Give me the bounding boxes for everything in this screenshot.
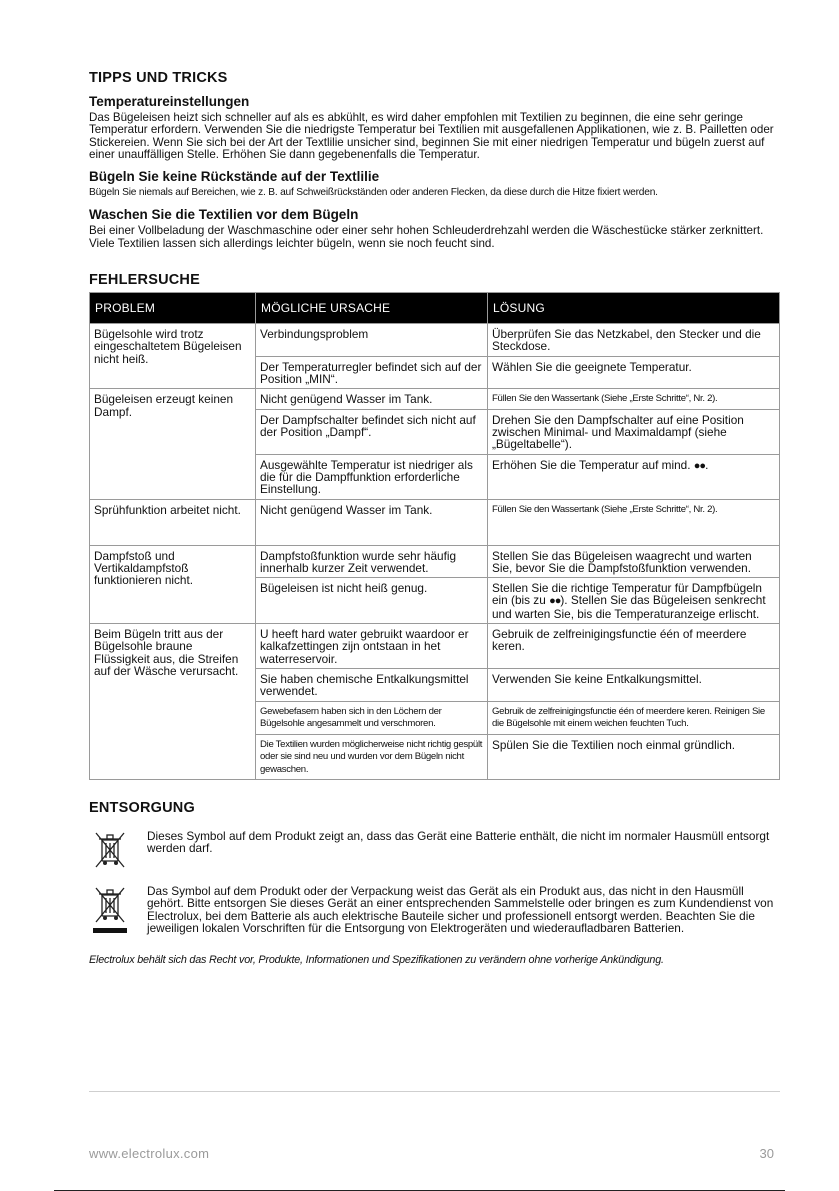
solution-text: Stellen Sie die richtige Temperatur für Dampfbügeln ein (bis zu <box>492 581 762 608</box>
disposal-item-product <box>89 885 779 940</box>
divider <box>89 1091 780 1092</box>
solution-cell: Füllen Sie den Wassertank (Siehe „Erste Schritte“, Nr. 2). <box>488 499 780 545</box>
solution-cell <box>488 578 780 624</box>
tip-title-temperature: Temperatureinstellungen <box>89 94 250 109</box>
column-header-cause: MÖGLICHE URSACHE <box>256 293 488 324</box>
cause-cell: Sie haben chemische Entkalkungsmittel verwendet. <box>256 668 488 701</box>
cause-cell: Nicht genügend Wasser im Tank. <box>256 499 488 545</box>
solution-cell: Gebruik de zelfreinigingsfunctie één of meerdere keren. Reinigen Sie die Bügelsohle mit einem weichen feuchten Tuch. <box>488 701 780 734</box>
tip-text-temperature: Das Bügeleisen heizt sich schneller auf als es abkühlt, es wird daher empfohlen mit Textilien zu beginnen, die eine sehr geringe Temperatur erfordern. Verwenden Sie die niedrigste Temperatur bei Textilien mit ausgefallenen Applikationen, wie z. B. Pailletten oder Stickereien. Wenn Sie sich bei der Art der Textlilie unsicher sind, beginnen Sie mit einer niedrigen Temperatur und bügeln zuerst auf einer unauffälligen Stelle. Erhöhen Sie dann gegebenenfalls die Temperatur. <box>89 111 774 161</box>
table-row <box>90 389 780 410</box>
crossed-out-bin-bar-icon <box>93 885 133 940</box>
disposal-heading: ENTSORGUNG <box>89 800 195 817</box>
troubleshooting-table <box>89 292 780 780</box>
crossed-out-bin-icon <box>93 830 133 875</box>
cause-cell: Ausgewählte Temperatur ist niedriger als die für die Dampffunktion erforderliche Einstellung. <box>256 454 488 499</box>
problem-cell: Dampfstoß und Vertikaldampfstoß funktionieren nicht. <box>90 545 256 623</box>
tip-text-residue: Bügeln Sie niemals auf Bereichen, wie z. B. auf Schweißrückständen oder anderen Flecken, da diese durch die Hitze fixiert werden. <box>89 187 658 199</box>
table-header-row <box>90 293 780 324</box>
problem-cell: Bügeleisen erzeugt keinen Dampf. <box>90 389 256 499</box>
disposal-text-product: Das Symbol auf dem Produkt oder der Verpackung weist das Gerät als ein Produkt aus, das nicht in den Hausmüll gehört. Bitte entsorgen Sie dieses Gerät an einer entsprechenden Sammelstelle oder bringen es zum Kundendienst von Electrolux, bei dem Batterie als auch elektrische Bauteile sicher und professionell entsorgt werden. Beachten Sie die jeweiligen lokalen Vorschriften für die Entsorgung von Elektrogeräten und wiederaufladbaren Batterien. <box>147 884 774 935</box>
problem-cell: Beim Bügeln tritt aus der Bügelsohle braune Flüssigkeit aus, die Streifen auf der Wäsche verursacht. <box>90 624 256 780</box>
tip-text-wash: Bei einer Vollbeladung der Waschmaschine oder einer sehr hohen Schleuderdrehzahl werden die Wäschestücke stärker zerknittert. Viele Textilien lassen sich allerdings leichter bügeln, wenn sie noch feucht sind. <box>89 224 764 250</box>
table-row <box>90 324 780 357</box>
page-content <box>89 70 779 966</box>
cause-cell: Bügeleisen ist nicht heiß genug. <box>256 578 488 624</box>
tips-heading: TIPPS UND TRICKS <box>89 70 228 86</box>
disclaimer-note: Electrolux behält sich das Recht vor, Produkte, Informationen und Spezifikationen zu verändern ohne vorherige Ankündigung. <box>89 954 664 967</box>
cause-cell: Nicht genügend Wasser im Tank. <box>256 389 488 410</box>
cause-cell: Gewebefasern haben sich in den Löchern der Bügelsohle angesammelt und verschmoren. <box>256 701 488 734</box>
disposal-item-battery <box>89 830 779 875</box>
solution-cell: Überprüfen Sie das Netzkabel, den Stecker und die Steckdose. <box>488 324 780 357</box>
solution-cell: Wählen Sie die geeignete Temperatur. <box>488 356 780 389</box>
cause-cell: U heeft hard water gebruikt waardoor er kalkafzettingen zijn ontstaan in het waterreservoir. <box>256 624 488 669</box>
table-row <box>90 624 780 669</box>
solution-cell: Drehen Sie den Dampfschalter auf eine Position zwischen Minimal- und Maximaldampf (siehe „Bügeltabelle“). <box>488 409 780 454</box>
solution-suffix: . <box>705 457 709 472</box>
solution-cell: Stellen Sie das Bügeleisen waagrecht und warten Sie, bevor Sie die Dampfstoßfunktion verwenden. <box>488 545 780 578</box>
solution-cell: Verwenden Sie keine Entkalkungsmittel. <box>488 668 780 701</box>
solution-cell <box>488 454 780 499</box>
page-footer <box>89 1146 774 1161</box>
footer-url[interactable]: www.electrolux.com <box>89 1146 210 1161</box>
cause-cell: Die Textilien wurden möglicherweise nicht richtig gespült oder sie sind neu und wurden vor dem Bügeln nicht gewaschen. <box>256 734 488 780</box>
solution-suffix: ). Stellen Sie das Bügeleisen senkrecht und warten Sie, bis die Temperaturanzeige erlischt. <box>492 593 766 621</box>
table-row <box>90 545 780 578</box>
column-header-problem: PROBLEM <box>90 293 256 324</box>
problem-cell: Sprühfunktion arbeitet nicht. <box>90 499 256 545</box>
temperature-dots-icon: ●● <box>549 595 561 608</box>
tip-title-residue: Bügeln Sie keine Rückstände auf der Textlilie <box>89 169 380 185</box>
problem-cell: Bügelsohle wird trotz eingeschaltetem Bügeleisen nicht heiß. <box>90 324 256 389</box>
solution-cell: Füllen Sie den Wassertank (Siehe „Erste Schritte“, Nr. 2). <box>488 389 780 410</box>
solution-text: Erhöhen Sie die Temperatur auf mind. <box>492 457 691 472</box>
solution-cell: Gebruik de zelfreinigingsfunctie één of meerdere keren. <box>488 624 780 669</box>
table-row <box>90 499 780 545</box>
disposal-text-battery: Dieses Symbol auf dem Produkt zeigt an, dass das Gerät eine Batterie enthält, die nicht im normaler Hausmüll entsorgt werden darf. <box>147 829 770 856</box>
solution-cell: Spülen Sie die Textilien noch einmal gründlich. <box>488 734 780 780</box>
page-number: 30 <box>759 1146 774 1161</box>
cause-cell: Der Temperaturregler befindet sich auf der Position „MIN“. <box>256 356 488 389</box>
cause-cell: Verbindungsproblem <box>256 324 488 357</box>
column-header-solution: LÖSUNG <box>488 293 780 324</box>
cause-cell: Der Dampfschalter befindet sich nicht auf der Position „Dampf“. <box>256 409 488 454</box>
temperature-dots-icon: ●● <box>693 459 706 472</box>
troubleshooting-heading: FEHLERSUCHE <box>89 272 200 289</box>
cause-cell: Dampfstoßfunktion wurde sehr häufig innerhalb kurzer Zeit verwendet. <box>256 545 488 578</box>
tip-title-wash: Waschen Sie die Textilien vor dem Bügeln <box>89 207 359 223</box>
